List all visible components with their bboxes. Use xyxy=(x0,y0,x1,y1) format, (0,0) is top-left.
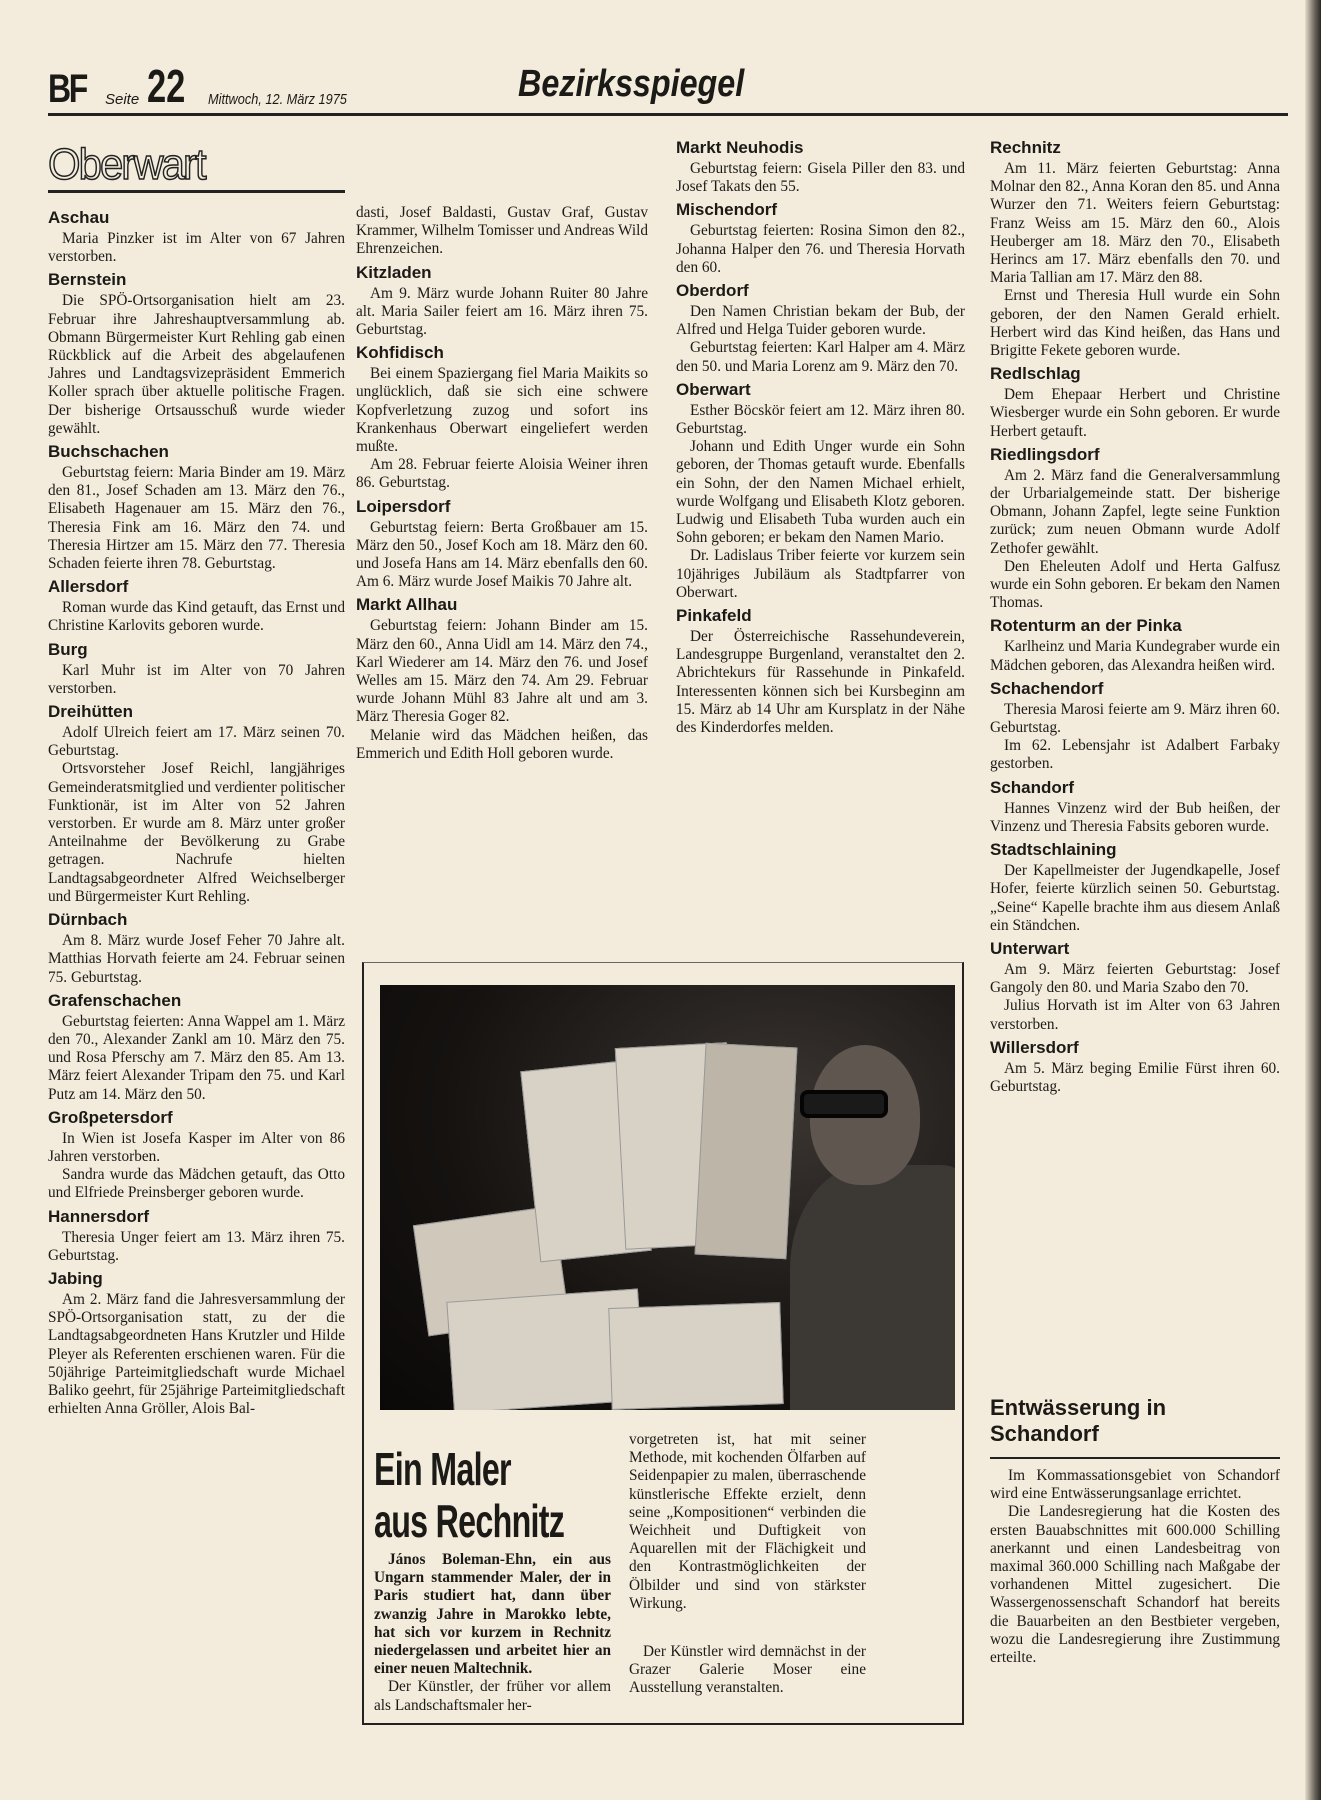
news-paragraph: Im 62. Lebensjahr ist Adalbert Farbaky gestorben. xyxy=(990,737,1280,773)
news-paragraph: Geburtstag feierten: Rosina Simon den 82., Johanna Halper den 76. und Theresia Horvath den 60. xyxy=(676,222,965,276)
section-title: Bezirksspiegel xyxy=(518,63,745,105)
feature-headline xyxy=(374,1443,605,1547)
feature-col-2 xyxy=(629,1431,866,1698)
place-heading: Rechnitz xyxy=(990,138,1061,157)
news-paragraph: Karlheinz und Maria Kundegraber wurde ein Mädchen geboren, das Alexandra heißen wird. xyxy=(990,638,1280,674)
column-2 xyxy=(356,204,648,763)
glasses xyxy=(800,1090,888,1118)
place-heading: Dreihütten xyxy=(48,702,133,722)
news-paragraph: Bei einem Spaziergang fiel Maria Maikits so unglücklich, daß sie sich eine schwere Kopfverletzung zuzog und sofort ins Krankenhaus Oberwart eingeliefert werden mußte. xyxy=(356,365,648,456)
place-heading: Grafenschachen xyxy=(48,990,182,1010)
page-label: Seite xyxy=(105,91,140,108)
place-heading: Rotenturm an der Pinka xyxy=(990,616,1182,636)
news-paragraph: Theresia Marosi feierte am 9. März ihren 60. Geburtstag. xyxy=(990,700,1280,737)
page-number: 22 xyxy=(147,60,186,112)
news-paragraph: Geburtstag feiern: Maria Binder am 19. März den 81., Josef Schaden am 13. März den 76., Elisabeth Hagenauer am 15. März den 76., Theresia Fink am 16. März den 74. und Theresia Hirtzer am 15. März den 77. Theresia Schaden feierte ihren 78. Geburtstag. xyxy=(48,464,345,573)
feature-paragraph: vorgetreten ist, hat mit seiner Methode, mit kochenden Ölfarben auf Seidenpapier zu malen, überraschende künstlerische Effekte erzielt, denn seine „Kompositionen“ verbinden die Weichheit und Duftigkeit von Aquarellen mit der Flächigkeit und den Kontrastmöglichkeiten der Ölbilder und sind von stärkster Wirkung. xyxy=(629,1431,866,1612)
place-heading: Riedlingsdorf xyxy=(990,444,1100,464)
place-heading: Aschau xyxy=(48,208,110,227)
news-paragraph: Am 8. März wurde Josef Feher 70 Jahre alt. Matthias Horvath feierte am 24. Februar seinen 75. Geburtstag. xyxy=(48,932,345,986)
feature-paragraph: Der Künstler wird demnächst in der Grazer Galerie Moser eine Ausstellung veranstalten. xyxy=(629,1643,866,1697)
news-paragraph: Der Österreichische Rassehundeverein, Landesgruppe Burgenland, veranstaltet den 2. Abrichtekurs für Rassehunde in Pinkafeld. Interessenten können sich bei Kursbeginn am 15. März ab 14 Uhr am Kursplatz in der Nähe des Kinderdorfes melden. xyxy=(676,628,965,737)
place-heading: Redlschlag xyxy=(990,364,1081,384)
news-paragraph: Am 2. März fand die Generalversammlung der Urbarialgemeinde statt. Der bisherige Obmann, Johann Zapfel, legte seine Funktion zurück; zum neuen Obmann wurde Adolf Zethofer gewählt. xyxy=(990,466,1280,557)
news-paragraph: Maria Pinzker ist im Alter von 67 Jahren verstorben. xyxy=(48,230,345,266)
news-paragraph: Sandra wurde das Mädchen getauft, das Otto und Elfriede Preinsberger geboren wurde. xyxy=(48,1166,345,1202)
region-title: Oberwart xyxy=(48,140,205,189)
news-paragraph: Den Namen Christian bekam der Bub, der Alfred und Helga Tuider geboren wurde. xyxy=(676,303,965,339)
place-heading: Jabing xyxy=(48,1268,103,1288)
place-heading: Stadtschlaining xyxy=(990,840,1117,860)
news-paragraph: Theresia Unger feiert am 13. März ihren 75. Geburtstag. xyxy=(48,1228,345,1264)
region-rule xyxy=(48,190,345,193)
news-paragraph: Karl Muhr ist im Alter von 70 Jahren verstorben. xyxy=(48,661,345,697)
artwork-sheet xyxy=(695,1043,798,1260)
place-heading: Pinkafeld xyxy=(676,606,752,626)
news-paragraph: Ortsvorsteher Josef Reichl, langjähriges Gemeinderatsmitglied und verdienter politischer Funktionär, ist im Alter von 52 Jahren verstorben. Er wurde am 8. März unter großer Anteilnahme der Bevölkerung zu Grabe getragen. Nachrufe hielten Landtagsabgeordneter Alfred Weichselberger und Bürgermeister Kurt Rehling. xyxy=(48,760,345,905)
article-title: Entwässerung in Schandorf xyxy=(990,1395,1167,1446)
news-paragraph: Hannes Vinzenz wird der Bub heißen, der Vinzenz und Theresia Fabsits geboren wurde. xyxy=(990,799,1280,835)
place-heading: Willersdorf xyxy=(990,1037,1079,1057)
artist-photo xyxy=(380,985,955,1410)
place-heading: Hannersdorf xyxy=(48,1206,150,1226)
place-heading: Markt Neuhodis xyxy=(676,138,804,157)
title-rule xyxy=(990,1457,1280,1459)
news-paragraph: Dr. Ladislaus Triber feierte vor kurzem sein 10jähriges Jubiläum als Stadtpfarrer von Oberwart. xyxy=(676,547,965,601)
news-paragraph: Am 9. März feierten Geburtstag: Josef Gangoly den 80. und Maria Szabo den 70. xyxy=(990,960,1280,997)
headline-line: aus Rechnitz xyxy=(374,1495,565,1547)
feature-paragraph: Der Künstler, der früher vor allem als Landschaftsmaler her- xyxy=(374,1678,611,1714)
news-paragraph: Am 11. März feierten Geburtstag: Anna Molnar den 82., Anna Koran den 85. und Anna Wurzer den 71. Weiters feiern Geburtstag: Franz Weiss am 15. März den 60., Alois Heuberger am 18. März den 70., Elisabeth Herincs am 17. März ebenfalls den 70. und Maria Tallian am 17. März den 88. xyxy=(990,160,1280,287)
artwork-sheet xyxy=(608,1302,783,1410)
article-paragraph: Im Kommassationsgebiet von Schandorf wird eine Entwässerungsanlage errichtet. xyxy=(990,1467,1280,1503)
news-paragraph: Roman wurde das Kind getauft, das Ernst und Christine Karlovits geboren wurde. xyxy=(48,599,345,635)
news-paragraph: Julius Horvath ist im Alter von 63 Jahren verstorben. xyxy=(990,997,1280,1033)
news-paragraph: Johann und Edith Unger wurde ein Sohn geboren, der Thomas getauft wurde. Ebenfalls ein Sohn, der den Namen Michael erhielt, wurde Wolfgang und Elisabeth Klotz geboren. Ludwig und Elisabeth Tuba wurden auch ein Sohn geboren; er bekam den Namen Mario. xyxy=(676,438,965,547)
place-heading: Loipersdorf xyxy=(356,496,451,516)
paper-logo: BF xyxy=(48,67,86,111)
news-paragraph: In Wien ist Josefa Kasper im Alter von 86 Jahren verstorben. xyxy=(48,1129,345,1165)
feature-lead: János Boleman-Ehn, ein aus Ungarn stammender Maler, der in Paris studiert hat, dann über zwanzig Jahre in Marokko lebte, hat sich vor kurzem in Rechnitz niedergelassen und arbeitet hier an einer neuen Maltechnik. xyxy=(374,1551,611,1678)
column-4 xyxy=(990,134,1280,1096)
headline-line: Ein Maler xyxy=(374,1443,511,1495)
news-paragraph: Den Eheleuten Adolf und Herta Galfusz wurde ein Sohn geboren. Er bekam den Namen Thomas. xyxy=(990,557,1280,612)
news-paragraph: dasti, Josef Baldasti, Gustav Graf, Gustav Krammer, Wilhelm Tomisser und Andreas Wild Ehrenzeichen. xyxy=(356,204,648,258)
column-3 xyxy=(676,134,965,737)
place-heading: Unterwart xyxy=(990,938,1070,958)
place-heading: Markt Allhau xyxy=(356,595,458,615)
news-paragraph: Geburtstag feiern: Johann Binder am 15. März den 60., Anna Uidl am 14. März den 74., Karl Wiederer am 14. März den 76. und Josef Welles am 15. März den 74. Am 29. Februar wurde Johann Mühl 83 Jahre alt und am 3. März Theresia Goger 82. xyxy=(356,617,648,726)
news-paragraph: Am 9. März wurde Johann Ruiter 80 Jahre alt. Maria Sailer feiert am 16. März ihren 75. Geburtstag. xyxy=(356,284,648,339)
news-paragraph: Melanie wird das Mädchen heißen, das Emmerich und Edith Holl geboren wurde. xyxy=(356,726,648,762)
page-edge xyxy=(1305,0,1321,1800)
news-paragraph: Geburtstag feierten: Anna Wappel am 1. März den 70., Alexander Zankl am 10. März den 75. und Rosa Pferschy am 7. März den 85. Am 13. März feiert Alexander Tripam den 75. und Karl Putz am 14. März den 50. xyxy=(48,1012,345,1103)
news-paragraph: Geburtstag feierten: Karl Halper am 4. März den 50. und Maria Lorenz am 9. März den 70. xyxy=(676,339,965,375)
news-paragraph: Dem Ehepaar Herbert und Christine Wiesberger wurde ein Sohn geboren. Er wurde Herbert getauft. xyxy=(990,386,1280,440)
artist-figure xyxy=(790,1165,955,1410)
news-paragraph: Geburtstag feiern: Gisela Piller den 83. und Josef Takats den 55. xyxy=(676,160,965,196)
news-paragraph: Am 5. März beging Emilie Fürst ihren 60. Geburtstag. xyxy=(990,1059,1280,1095)
news-paragraph: Die SPÖ-Ortsorganisation hielt am 23. Februar ihre Jahreshauptversammlung ab. Obmann Bürgermeister Kurt Rehling gab einen Rückblick auf die Arbeit des abgelaufenen Jahres und Landtagsvizepräsident Emmerich Koller sprach über aktuelle politische Fragen. Der bisherige Ortsausschuß wurde wieder gewählt. xyxy=(48,292,345,437)
issue-date: Mittwoch, 12. März 1975 xyxy=(208,91,347,108)
place-heading: Dürnbach xyxy=(48,910,128,930)
place-heading: Schandorf xyxy=(990,777,1075,797)
place-heading: Allersdorf xyxy=(48,577,129,597)
header-rule xyxy=(48,113,1288,116)
place-heading: Großpetersdorf xyxy=(48,1107,173,1127)
place-heading: Bernstein xyxy=(48,270,127,290)
column-1 xyxy=(48,204,345,1418)
news-paragraph: Am 28. Februar feierte Aloisia Weiner ihren 86. Geburtstag. xyxy=(356,456,648,492)
place-heading: Schachendorf xyxy=(990,678,1104,698)
place-heading: Burg xyxy=(48,639,88,659)
article-paragraph: Die Landesregierung hat die Kosten des ersten Bauabschnittes mit 600.000 Schilling anerkannt und einen Landesbeitrag von maximal 360.000 Schilling nach Maßgabe der vorhandenen Mittel zugesichert. Die Wassergenossenschaft Schandorf hat bereits die Bauarbeiten an den Bestbieter vergeben, wozu die Landesregierung ihre Zustimmung erteilte. xyxy=(990,1503,1280,1667)
place-heading: Kitzladen xyxy=(356,262,432,282)
news-paragraph: Esther Böcskör feiert am 12. März ihren 80. Geburtstag. xyxy=(676,401,965,438)
feature-col-1 xyxy=(374,1551,611,1715)
news-paragraph: Am 2. März fand die Jahresversammlung der SPÖ-Ortsorganisation statt, zu der die Landtagsabgeordneten Hans Krutzler und Hilde Pleyer als Referenten erschienen waren. Für die 50jährige Parteimitgliedschaft wurde Michael Baliko geehrt, für 25jährige Parteimitgliedschaft erhielten Anna Gröller, Alois Bal- xyxy=(48,1290,345,1418)
news-paragraph: Der Kapellmeister der Jugendkapelle, Josef Hofer, feierte kürzlich seinen 50. Geburtstag. „Seine“ Kapelle brachte ihm aus diesem Anlaß ein Ständchen. xyxy=(990,862,1280,934)
news-paragraph: Ernst und Theresia Hull wurde ein Sohn geboren, der den Namen Gerald erhielt. Herbert wird das Kind heißen, das Hans und Brigitte Fekete geboren wurde. xyxy=(990,287,1280,360)
masthead xyxy=(48,55,1288,115)
news-paragraph: Adolf Ulreich feiert am 17. März seinen 70. Geburtstag. xyxy=(48,724,345,760)
place-heading: Buchschachen xyxy=(48,442,169,462)
entwaesserung-article xyxy=(990,1395,1280,1667)
place-heading: Oberwart xyxy=(676,379,751,399)
place-heading: Mischendorf xyxy=(676,200,778,220)
news-paragraph: Geburtstag feiern: Berta Großbauer am 15. März den 50., Josef Koch am 18. März den 60. und Josefa Hans am 14. März ebenfalls den 60. Am 6. März wurde Josef Maikis 70 Jahre alt. xyxy=(356,518,648,591)
place-heading: Kohfidisch xyxy=(356,343,444,363)
place-heading: Oberdorf xyxy=(676,281,749,301)
feature-article xyxy=(362,962,964,1725)
